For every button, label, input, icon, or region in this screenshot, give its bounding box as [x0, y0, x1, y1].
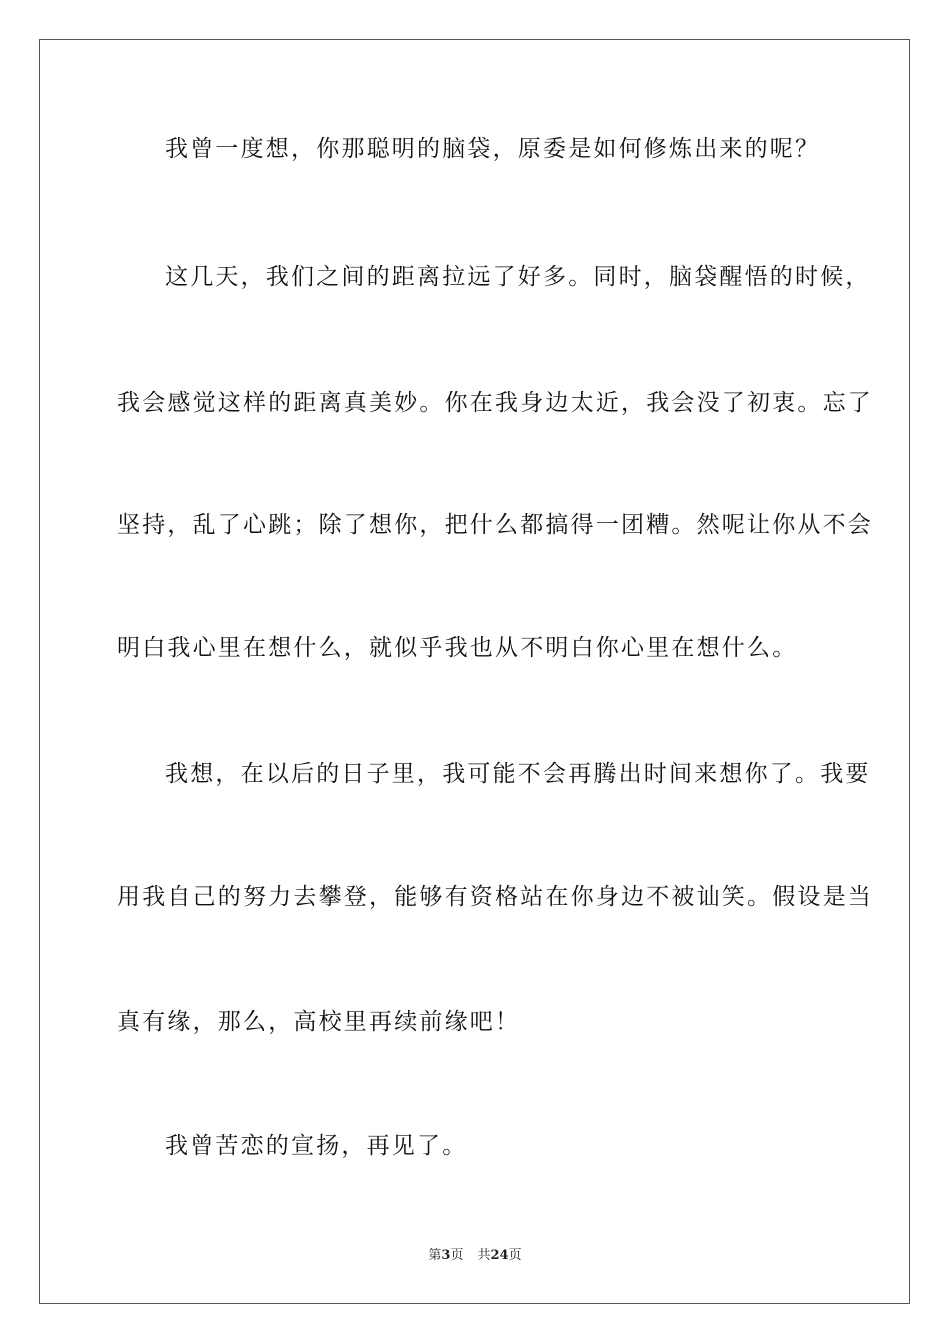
paragraph-line: 明白我心里在想什么，就似乎我也从不明白你心里在想什么。	[117, 635, 798, 661]
page-suffix: 页	[450, 1248, 464, 1263]
paragraph-line: 我想，在以后的日子里，我可能不会再腾出时间来想你了。我要	[165, 761, 871, 787]
page-prefix: 第	[428, 1248, 442, 1263]
paragraph-line: 用我自己的努力去攀登，能够有资格站在你身边不被讪笑。假设是当	[117, 884, 873, 910]
paragraph-line: 我会感觉这样的距离真美妙。你在我身边太近，我会没了初衷。忘了	[117, 390, 873, 416]
paragraph-line: 这几天，我们之间的距离拉远了好多。同时，脑袋醒悟的时候，	[165, 264, 871, 290]
total-suffix: 页	[508, 1248, 522, 1263]
paragraph-line: 真有缘，那么，高校里再续前缘吧！	[117, 1009, 521, 1035]
page-border	[39, 39, 910, 1304]
paragraph-line: 我曾苦恋的宣扬，再见了。	[165, 1133, 468, 1159]
page-footer	[0, 1247, 950, 1265]
total-pages: 24	[490, 1248, 509, 1263]
total-prefix: 共	[477, 1248, 491, 1263]
paragraph-line: 我曾一度想，你那聪明的脑袋，原委是如何修炼出来的呢？	[165, 136, 821, 162]
paragraph-line: 坚持，乱了心跳；除了想你，把什么都搞得一团糟。然呢让你从不会	[117, 512, 873, 538]
page-number: 3	[441, 1248, 451, 1263]
